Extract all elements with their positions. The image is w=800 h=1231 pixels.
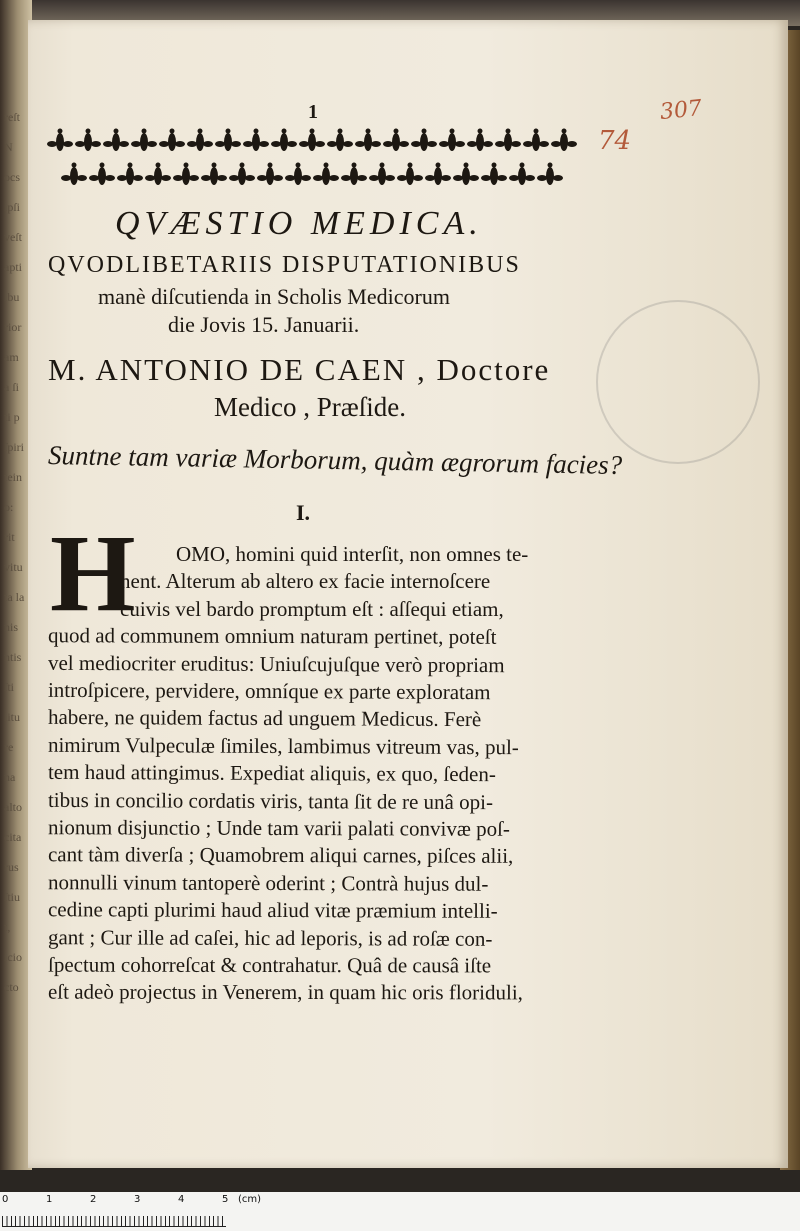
fleuron (355, 129, 381, 152)
drop-cap: H (50, 512, 136, 634)
fragment-text: icio (4, 950, 22, 964)
fleuron (173, 163, 199, 186)
ruler-unit: (cm) (238, 1194, 262, 1205)
body-line: tem haud attingimus. Expediat aliquis, ex quo, ſeden- (47, 760, 496, 787)
fleuron (89, 163, 115, 186)
fragment-text: rus (4, 860, 19, 874)
fragment-text: ſti (4, 680, 15, 694)
ruler-tick-label: 3 (134, 1194, 141, 1205)
fragment-text: o: (4, 500, 14, 514)
fragment-text: veſt (4, 230, 22, 244)
fragment-text: apti (4, 260, 22, 274)
fragment-text: t, (4, 920, 11, 934)
body-line: gant ; Cur ille ad caſei, hic ad leporis, is ad roſæ con- (47, 924, 493, 951)
praeses-line-2: Medico , Præſide. (214, 392, 406, 422)
fleuron (257, 163, 283, 186)
fleuron (159, 129, 185, 152)
fragment-text: ibu (4, 290, 20, 304)
facing-page-fragment (4, 110, 26, 1060)
handwritten-folio: 307 (658, 95, 704, 126)
fleuron (369, 163, 395, 186)
ruler-tick-label: 5 (222, 1194, 229, 1205)
fleuron (131, 129, 157, 152)
fragment-text: re (4, 740, 14, 754)
fragment-text: ta la (4, 590, 25, 604)
fleuron (327, 129, 353, 152)
fragment-text: vitu (4, 560, 23, 574)
fleuron (47, 129, 73, 152)
fragment-text: iitu (4, 710, 21, 724)
fragment-text: cto (4, 980, 19, 994)
fragment-text: rit (4, 530, 15, 544)
body-line: vel mediocriter eruditus: Uniuſcujuſque verò propriam (47, 650, 505, 677)
fragment-text: reſt (4, 110, 20, 124)
fragment-text: rior (4, 320, 22, 334)
question-heading: Suntne tam variæ Morborum, quàm ægrorum facies? (47, 439, 623, 481)
fragment-text: ſtiu (4, 890, 21, 904)
fragment-text: ſpiri (4, 440, 24, 454)
praeses-line-1: M. ANTONIO DE CAEN , Doctore (48, 352, 551, 387)
fleuron (243, 129, 269, 152)
fleuron (285, 163, 311, 186)
page-number: 1 (308, 101, 318, 123)
fleuron (61, 163, 87, 186)
fleuron (299, 129, 325, 152)
ruler-bar (2, 1216, 226, 1227)
fragment-text: ti p (4, 410, 20, 424)
body-line: habere, ne quidem factus ad unguem Medicus. Ferè (47, 705, 482, 732)
body-line: nonnulli vinum tantoperè oderint ; Contrà hujus dul- (47, 870, 489, 896)
fleuron (313, 163, 339, 186)
fleuron (425, 163, 451, 186)
ruler-tick-label: 2 (90, 1194, 97, 1205)
fleuron (145, 163, 171, 186)
fleuron (117, 163, 143, 186)
fleuron (439, 129, 465, 152)
fleuron (397, 163, 423, 186)
fragment-text: ipſi (4, 200, 21, 214)
body-line: cuivis vel bardo promptum eſt : aſſequi etiam, (120, 596, 504, 621)
scale-ruler (0, 1192, 800, 1231)
body-line: OMO, homini quid interſit, non omnes te- (176, 542, 529, 566)
fleuron (481, 163, 507, 186)
fleuron (229, 163, 255, 186)
body-line: cant tàm diverſa ; Quamobrem aliqui carnes, piſces alii, (47, 842, 514, 869)
body-line: introſpicere, pervidere, omníque ex parte exploratam (47, 677, 491, 705)
fleuron (75, 129, 101, 152)
body-line: nent. Alterum ab altero ex facie internoſcere (120, 569, 491, 594)
fragment-text: ocs (4, 170, 20, 184)
fleuron (537, 163, 563, 186)
fleuron (271, 129, 297, 152)
ruler-tick-label: 1 (46, 1194, 53, 1205)
fleuron (383, 129, 409, 152)
fragment-text: tein (4, 470, 22, 484)
date-line: die Jovis 15. Januarii. (168, 312, 360, 337)
fragment-text: a ſi (4, 380, 19, 394)
fleuron (187, 129, 213, 152)
handwritten-note: 74 (598, 126, 632, 156)
fragment-text: N (4, 140, 13, 154)
ruler-tick-label: 0 (2, 1194, 9, 1205)
fleuron (215, 129, 241, 152)
fragment-text: cita (4, 830, 22, 844)
ornament-border (46, 124, 586, 194)
fragment-text: nis (4, 620, 19, 634)
body-line: tibus in concilio cordatis viris, tanta ſit de re unâ opi- (47, 787, 494, 814)
fleuron (201, 163, 227, 186)
fleuron (453, 163, 479, 186)
fleuron (411, 129, 437, 152)
body-line: nionum disjunctio ; Unde tam varii palati convivæ poſ- (47, 815, 510, 841)
fragment-text: am (4, 350, 19, 364)
body-line: cedine capti plurimi haud aliud vitæ præmium intelli- (47, 897, 498, 923)
fleuron (509, 163, 535, 186)
title: QVÆSTIO MEDICA. (115, 205, 483, 242)
fleuron (523, 129, 549, 152)
body-line: quod ad communem omnium naturam pertinet, poteſt (47, 623, 497, 649)
fleuron (103, 129, 129, 152)
body-line: ſpectum cohorreſcat & contrahatur. Quâ de causâ iſte (47, 952, 492, 978)
body-line: nimirum Vulpeculæ ſimiles, lambimus vitreum vas, pul- (47, 732, 519, 760)
fleuron (467, 129, 493, 152)
ruler-tick-label: 4 (178, 1194, 185, 1205)
fragment-text: na (4, 770, 16, 784)
body-line: eſt adeò projectus in Venerem, in quam hic oris floriduli, (47, 979, 523, 1005)
fleuron (341, 163, 367, 186)
subtitle-2: manè diſcutienda in Scholis Medicorum (98, 284, 450, 309)
fragment-text: ntis (4, 650, 22, 664)
fleuron (551, 129, 577, 152)
fragment-text: alto (4, 800, 22, 814)
library-stamp (596, 300, 760, 464)
section-number: I. (296, 500, 311, 525)
subtitle: QVODLIBETARIIS DISPUTATIONIBUS (48, 252, 521, 278)
fleuron (495, 129, 521, 152)
